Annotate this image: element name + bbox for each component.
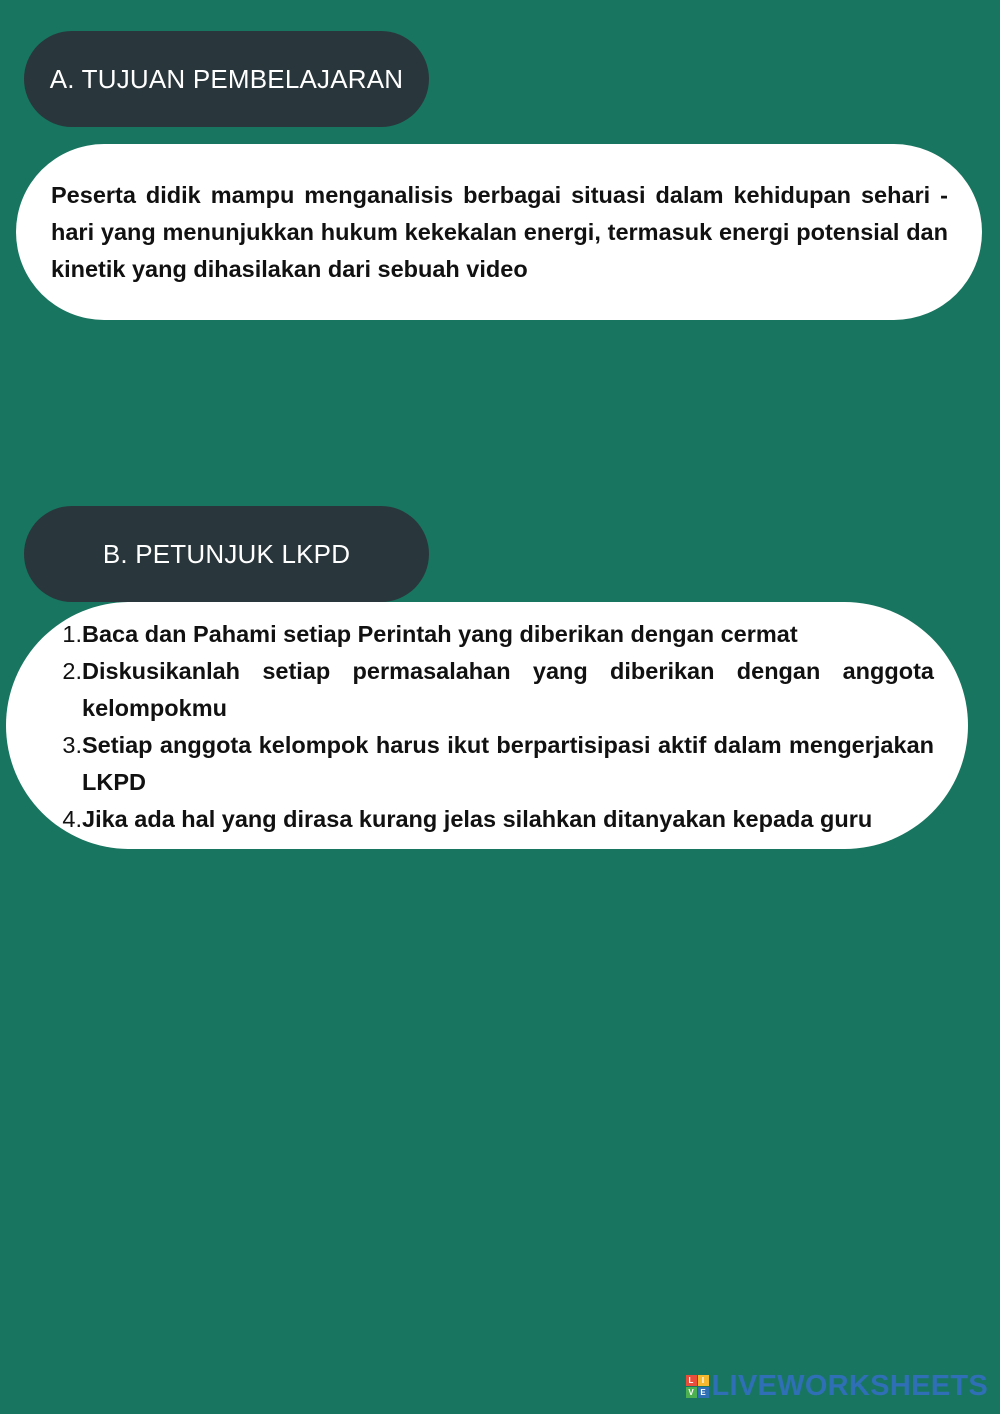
list-item-number: 2. xyxy=(62,658,82,684)
section-b-header xyxy=(24,506,429,602)
section-a-body: Peserta didik mampu menganalisis berbagai situasi dalam kehidupan sehari - hari yang menunjukkan hukum kekekalan energi, termasuk energi potensial dan kinetik yang dihasilakan dari sebuah video xyxy=(51,182,948,282)
list-item-text: Diskusikanlah setiap permasalahan yang diberikan dengan anggota kelompokmu xyxy=(82,658,934,721)
liveworksheets-watermark[interactable] xyxy=(686,1366,989,1406)
list-item xyxy=(56,616,934,653)
instruction-list xyxy=(56,616,934,838)
liveworksheets-logo-icon xyxy=(686,1375,709,1398)
list-item-text: Jika ada hal yang dirasa kurang jelas silahkan ditanyakan kepada guru xyxy=(82,806,873,832)
section-a-title: A. TUJUAN PEMBELAJARAN xyxy=(49,63,404,94)
list-item-number: 4. xyxy=(62,806,82,832)
watermark-text: LIVEWORKSHEETS xyxy=(711,1369,988,1402)
section-a-card xyxy=(16,144,982,320)
list-item xyxy=(56,727,934,801)
logo-letter-i: I xyxy=(698,1375,709,1386)
section-a-header xyxy=(24,31,429,127)
list-item-number: 1. xyxy=(62,621,82,647)
list-item xyxy=(56,653,934,727)
section-b-card xyxy=(6,602,968,849)
logo-letter-v: V xyxy=(686,1387,697,1398)
logo-letter-l: L xyxy=(686,1375,697,1386)
list-item xyxy=(56,801,934,838)
logo-letter-e: E xyxy=(698,1387,709,1398)
section-b-title: B. PETUNJUK LKPD xyxy=(102,538,351,569)
list-item-text: Setiap anggota kelompok harus ikut berpartisipasi aktif dalam mengerjakan LKPD xyxy=(82,732,934,795)
list-item-text: Baca dan Pahami setiap Perintah yang diberikan dengan cermat xyxy=(82,621,798,647)
list-item-number: 3. xyxy=(62,732,82,758)
